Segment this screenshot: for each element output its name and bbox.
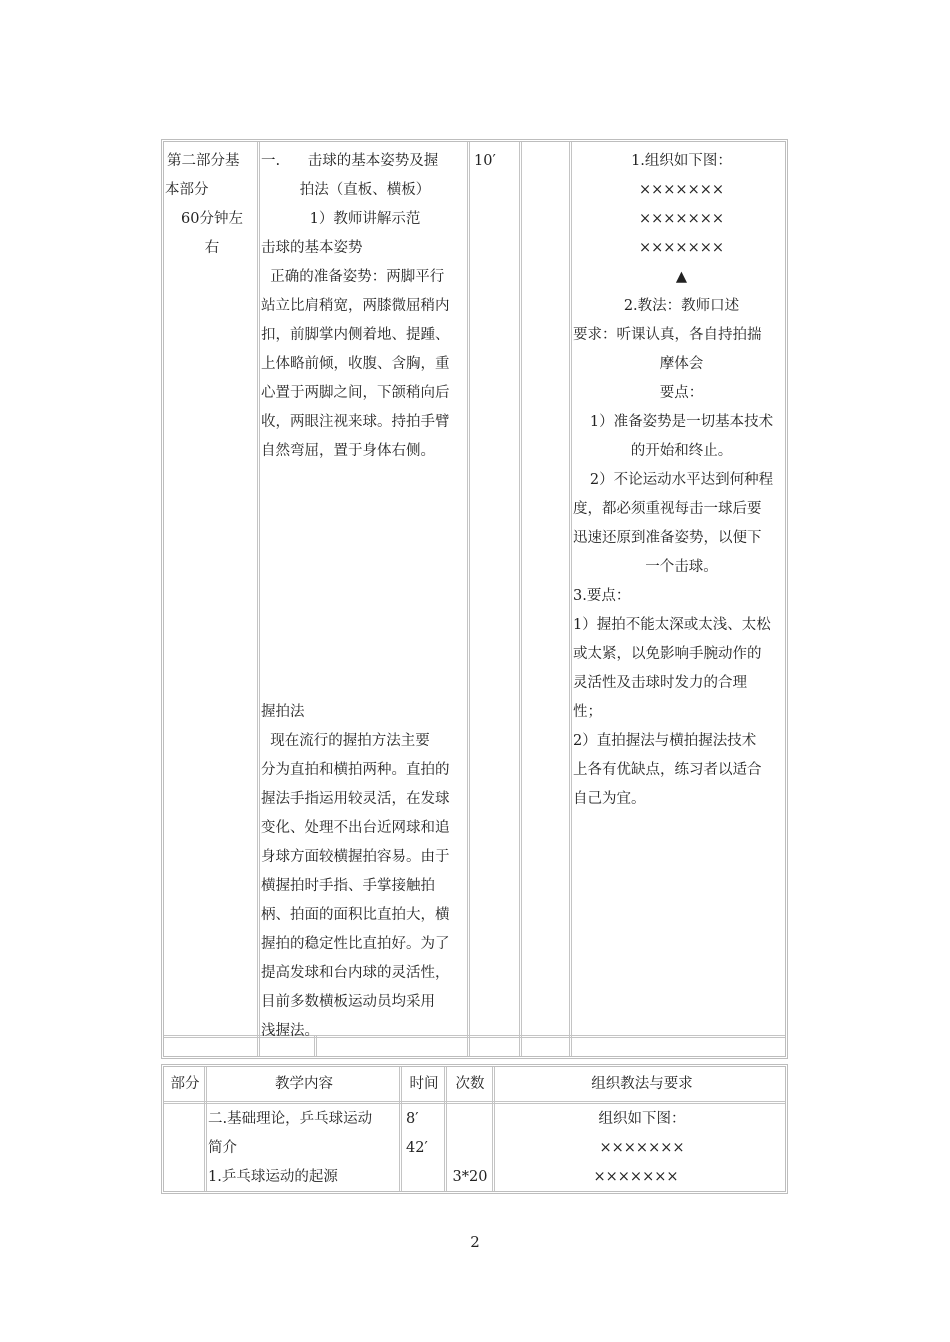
col-divider [519,142,522,1056]
part-line: 60分钟左 [181,211,243,227]
org-line: 灵活性及击球时发力的合理 [573,675,747,691]
content-line: 自然弯屈，置于身体右侧。 [261,443,435,459]
part-line: 右 [204,240,220,256]
header-part-label: 部分 [170,1076,200,1092]
content-line: 正确的准备姿势：两脚平行 [261,269,445,285]
part-cell [167,147,257,267]
content-line: 目前多数横板运动员均采用 [261,994,435,1010]
org-line: ××××××× [638,211,725,227]
content-cell [208,1105,400,1193]
time-value: 8′ [406,1111,419,1127]
content-line: 浅握法。 [261,1023,319,1039]
content-line: 变化、处理不出台近网球和追 [261,820,450,836]
content-line: 柄、拍面的面积比直拍大，横 [261,907,450,923]
content-line: 一. 击球的基本姿势及握 [261,153,439,169]
content-line: 上体略前倾，收腹、含胸，重 [261,356,450,372]
content-line: 提高发球和台内球的灵活性， [261,965,450,981]
content-line: 1）教师讲解示范 [309,211,421,227]
org-line: ××××××× [599,1140,685,1156]
content-line: 二.基础理论，乒乓球运动 [208,1111,373,1127]
org-line: 2.教法：教师口述 [623,298,740,314]
part-line: 本部分 [165,182,209,198]
content-line: 握拍的稳定性比直拍好。为了 [261,936,450,952]
content-line: 1.乒乓球运动的起源 [208,1169,338,1185]
content-line: 扣，前脚掌内侧着地、提踵、 [261,327,450,343]
org-line: 的开始和终止。 [630,443,733,459]
header-count [447,1070,493,1099]
org-line: 3.要点： [573,588,631,604]
content-line: 握法手指运用较灵活，在发球 [261,791,450,807]
org-line: 迅速还原到准备姿势，以便下 [573,530,762,546]
org-line: 2）直拍握法与横拍握法技术 [573,733,757,749]
org-line: 摩体会 [659,356,704,372]
content-line: 简介 [208,1140,237,1156]
header-content-label: 教学内容 [275,1076,333,1092]
content-line: 心置于两脚之间，下颌稍向后 [261,385,450,401]
org-line: 性； [573,704,602,720]
org-line: ××××××× [638,240,725,256]
org-line: 一个击球。 [645,559,718,575]
lesson-table-part2 [161,139,788,1059]
content-line: 站立比肩稍宽，两膝微屈稍内 [261,298,450,314]
header-time-label: 时间 [409,1076,439,1092]
org-line: 组织如下图： [598,1111,686,1127]
count-value: 3*20 [452,1169,488,1185]
time-value: 10′ [474,153,496,169]
part-line: 第二部分基 [167,153,240,169]
row-divider [164,1035,785,1038]
org-line: 要求：听课认真，各自持拍揣 [573,327,762,343]
content-line: 分为直拍和横拍两种。直拍的 [261,762,450,778]
content-line: 握拍法 [261,704,305,720]
content-line: 收，两眼注视来球。持拍手臂 [261,414,450,430]
header-org-label: 组织教法与要求 [591,1076,693,1092]
org-cell [573,147,790,1027]
row-divider [164,1101,785,1104]
content-line: 横握拍时手指、手掌接触拍 [261,878,435,894]
lesson-table-part3 [161,1064,788,1194]
time-cell [406,1105,444,1193]
org-line: 1）准备姿势是一切基本技术 [589,414,774,430]
content-line: 现在流行的握拍方法主要 [261,733,430,749]
page-number: 2 [470,1233,480,1251]
org-line: 1.组织如下图： [631,153,732,169]
org-cell [496,1105,788,1193]
header-part [164,1070,206,1099]
org-line: 自己为宜。 [573,791,646,807]
content-cell [261,147,469,1039]
org-line: 1）握拍不能太深或太浅、太松 [573,617,771,633]
content-line: 击球的基本姿势 [261,240,363,256]
time-value: 42′ [406,1140,428,1156]
header-time [402,1070,446,1099]
col-divider [569,142,572,1056]
teacher-triangle-icon: ▲ [675,269,688,285]
content-line: 拍法（直板、横板） [299,182,431,198]
org-line: 2）不论运动水平达到何种程 [589,472,774,488]
col-divider [257,142,260,1056]
org-line: 度，都必须重视每击一球后要 [573,501,762,517]
content-line: 身球方面较横握拍容易。由于 [261,849,450,865]
org-line: 要点： [659,385,704,401]
org-line: 上各有优缺点，练习者以适合 [573,762,762,778]
org-line: ××××××× [638,182,725,198]
org-line: ××××××× [593,1169,679,1185]
header-content [208,1070,400,1099]
org-line: 或太紧，以免影响手腕动作的 [573,646,762,662]
time-cell [474,147,519,177]
header-count-label: 次数 [455,1076,485,1092]
header-org [496,1070,788,1099]
